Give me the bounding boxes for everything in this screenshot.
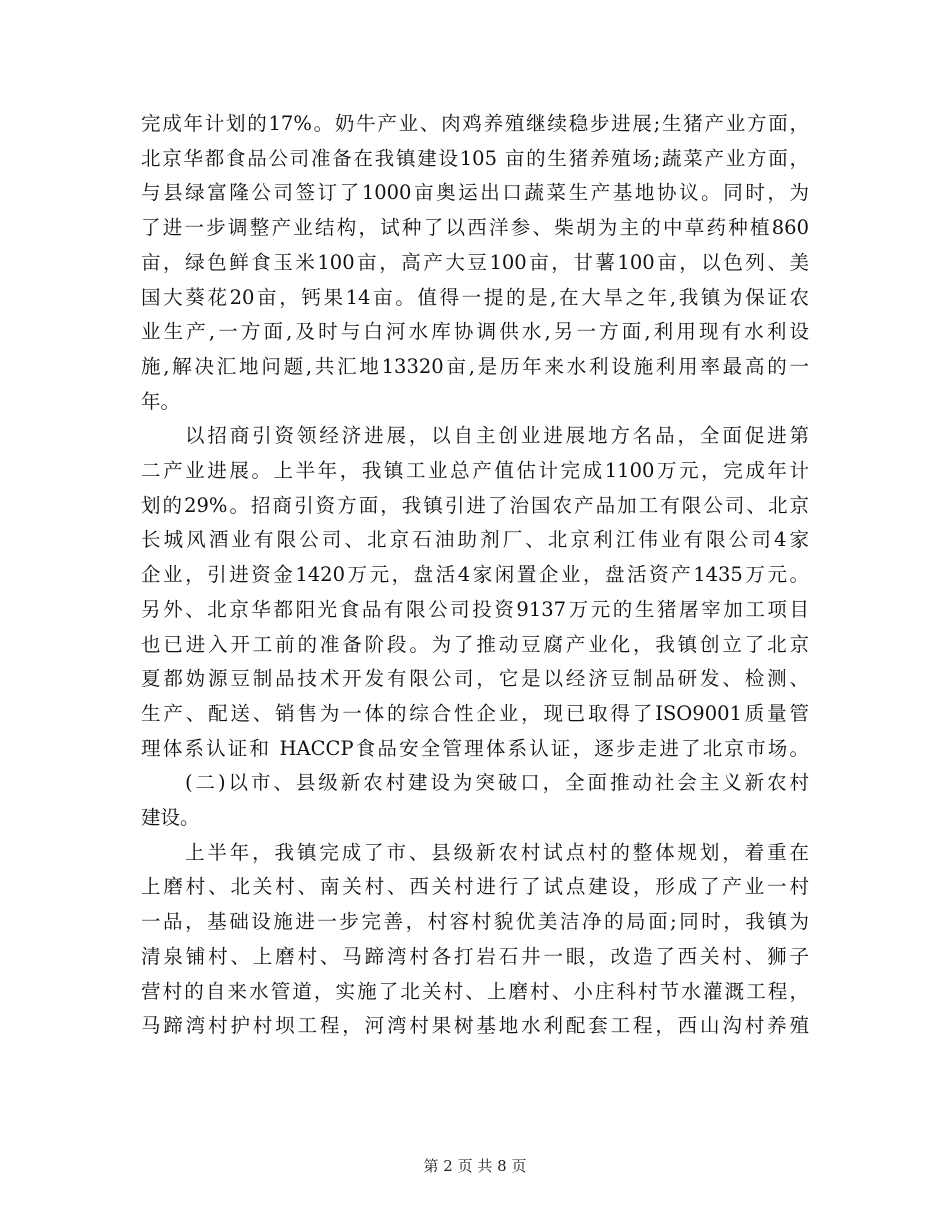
- text-line: 业生产,一方面,及时与白河水库协调供水,另一方面,利用现有水利设: [141, 320, 809, 344]
- text-line: 企业，引进资金1420万元，盘活4家闲置企业，盘活资产1435万元。: [141, 563, 809, 587]
- text-line: 完成年计划的17%。奶牛产业、肉鸡养殖继续稳步进展;生猪产业方面，: [141, 112, 809, 135]
- text-line: 了进一步调整产业结构，试种了以西洋参、柴胡为主的中草药种植860: [141, 216, 809, 240]
- text-line: 以招商引资领经济进展，以自主创业进展地方名品，全面促进第: [185, 424, 809, 448]
- text-line: 二产业进展。上半年，我镇工业总产值估计完成1100万元，完成年计: [141, 459, 809, 483]
- text-line: 清泉铺村、上磨村、马蹄湾村各打岩石井一眼，改造了西关村、狮子: [141, 944, 809, 968]
- document-body: [141, 107, 809, 1044]
- text-line: 国大葵花20亩，钙果14亩。值得一提的是,在大旱之年,我镇为保证农: [141, 285, 809, 309]
- text-line: 理体系认证和 HACCP食品安全管理体系认证，逐步走进了北京市场。: [141, 736, 809, 760]
- text-line: 生产、配送、销售为一体的综合性企业，现已取得了ISO9001质量管: [141, 701, 809, 725]
- text-line: 施,解决汇地问题,共汇地13320亩,是历年来水利设施利用率最高的一: [141, 354, 809, 378]
- text-line: 上半年，我镇完成了市、县级新农村试点村的整体规划，着重在: [185, 840, 809, 864]
- text-line: 营村的自来水管道，实施了北关村、上磨村、小庄科村节水灌溉工程，: [141, 979, 809, 1003]
- text-line: (二)以市、县级新农村建设为突破口，全面推动社会主义新农村: [185, 771, 809, 795]
- text-line: 马蹄湾村护村坝工程，河湾村果树基地水利配套工程，西山沟村养殖: [141, 1014, 809, 1038]
- text-line: 也已进入开工前的准备阶段。为了推动豆腐产业化，我镇创立了北京: [141, 632, 809, 656]
- text-line: 年。: [141, 389, 181, 413]
- page-number-footer: 第 2 页 共 8 页: [423, 1157, 527, 1175]
- text-line: 长城风酒业有限公司、北京石油助剂厂、北京利江伟业有限公司4家: [141, 528, 809, 552]
- text-line: 一品，基础设施进一步完善，村容村貌优美洁净的局面;同时，我镇为: [141, 910, 809, 934]
- text-line: 划的29%。招商引资方面，我镇引进了治国农产品加工有限公司、北京: [141, 493, 809, 517]
- text-line: 与县绿富隆公司签订了1000亩奥运出口蔬菜生产基地协议。同时，为: [141, 181, 809, 205]
- text-line: 北京华都食品公司准备在我镇建设105 亩的生猪养殖场;蔬菜产业方面，: [141, 146, 809, 170]
- text-line: 另外、北京华都阳光食品有限公司投资9137万元的生猪屠宰加工项目: [141, 597, 809, 621]
- text-line: 夏都妫源豆制品技术开发有限公司，它是以经济豆制品研发、检测、: [141, 667, 809, 691]
- text-line: 亩，绿色鲜食玉米100亩，高产大豆100亩，甘薯100亩，以色列、美: [141, 250, 809, 274]
- text-line: 建设。: [141, 806, 200, 830]
- text-line: 上磨村、北关村、南关村、西关村进行了试点建设，形成了产业一村: [141, 875, 809, 899]
